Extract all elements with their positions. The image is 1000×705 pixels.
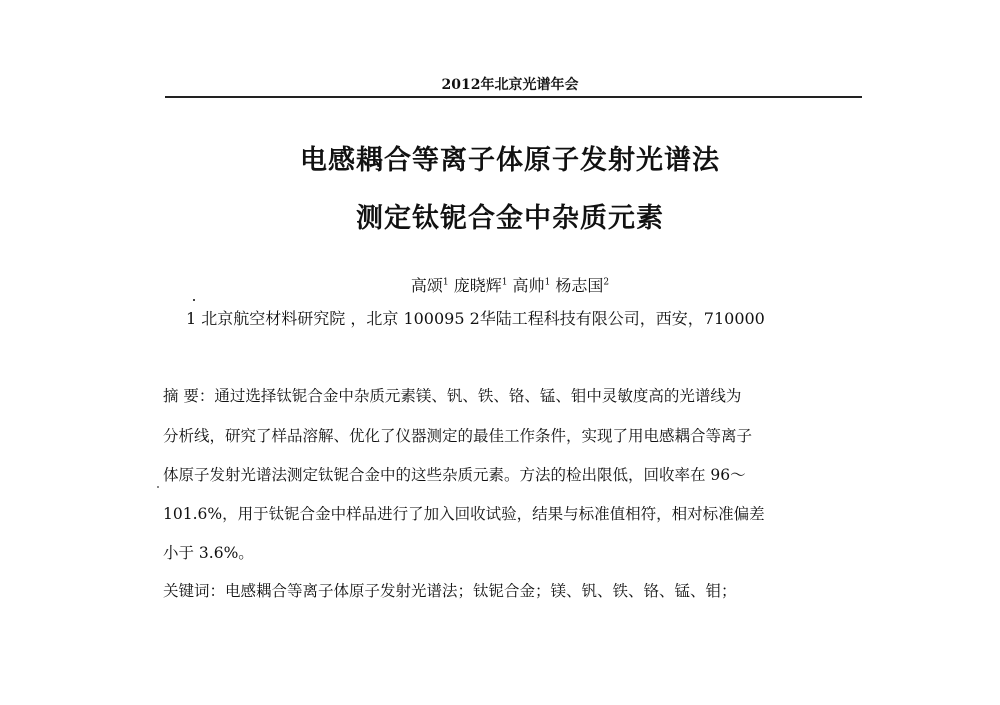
abstract-line: 101.6%，用于钛铌合金中样品进行了加入回收试验，结果与标准值相符，相对标准偏差: [163, 505, 765, 523]
author-name: 庞晓辉: [453, 276, 502, 295]
title-line-1: 电感耦合等离子体原子发射光谱法: [300, 145, 720, 176]
author-affiliation-mark: 1: [544, 277, 551, 288]
abstract-line: 小于 3.6%。: [163, 544, 254, 562]
author-affiliation-mark: 1: [442, 277, 449, 288]
abstract-line: 分析线，研究了样品溶解、优化了仪器测定的最佳工作条件，实现了用电感耦合等离子: [163, 427, 753, 445]
affiliation: 1 北京航空材料研究院 ，北京 100095 2华陆工程科技有限公司，西安，710000: [186, 309, 765, 328]
abstract-line: 体原子发射光谱法测定钛铌合金中的这些杂质元素。方法的检出限低，回收率在 96～: [163, 466, 746, 484]
authors: [0, 273, 1000, 296]
title-line-2: 测定钛铌合金中杂质元素: [356, 203, 664, 234]
author-name: 杨志国: [555, 276, 604, 295]
running-header: 2012年北京光谱年会: [441, 77, 579, 93]
keywords: 关键词：电感耦合等离子体原子发射光谱法；钛铌合金；镁、钒、铁、铬、锰、钼；: [163, 582, 737, 600]
author-name: 高帅: [512, 276, 545, 295]
author-name: 高颂: [410, 276, 443, 295]
header-rule: [165, 96, 862, 98]
author-affiliation-mark: 1: [501, 277, 508, 288]
abstract-line: 摘 要：通过选择钛铌合金中杂质元素镁、钒、铁、铬、锰、钼中灵敏度高的光谱线为: [163, 387, 742, 405]
scan-speck: [193, 299, 195, 301]
author-affiliation-mark: 2: [603, 277, 610, 288]
scan-speck: [157, 486, 159, 488]
